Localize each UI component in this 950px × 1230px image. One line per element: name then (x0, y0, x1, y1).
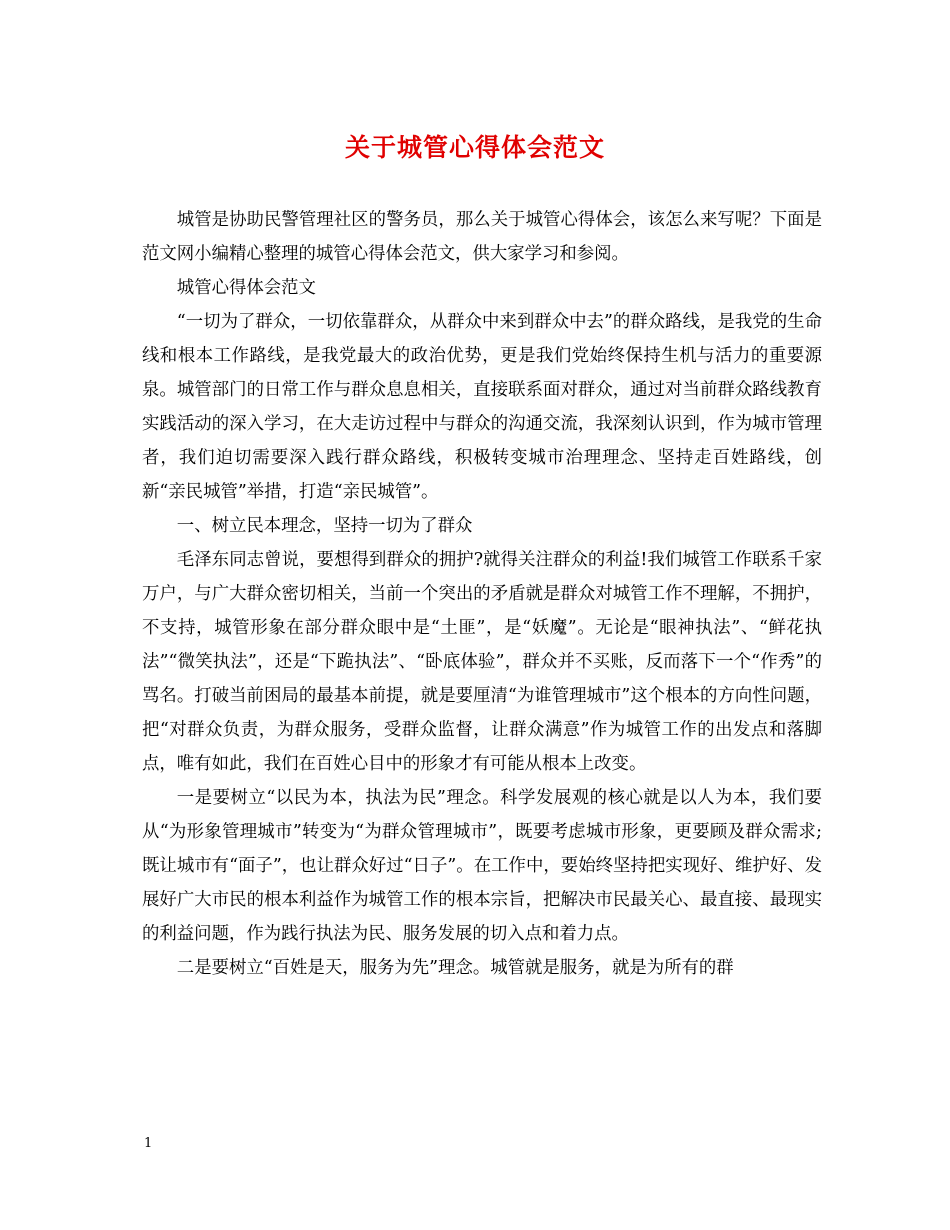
paragraph-point-one: 一是要树立“以民为本，执法为民”理念。科学发展观的核心就是以人为本，我们要从“为形象管理城市”转变为“为群众管理城市”，既要考虑城市形象，更要顾及群众需求;既让城市有“面子”，也让群众好过“日子”。在工作中，要始终坚持把实现好、维护好、发展好广大市民的根本利益作为城管工作的根本宗旨，把解决市民最关心、最直接、最现实的利益问题，作为践行执法为民、服务发展的切入点和着力点。 (142, 788, 822, 944)
paragraph-intro: 城管是协助民警管理社区的警务员，那么关于城管心得体会，该怎么来写呢？下面是范文网小编精心整理的城管心得体会范文，供大家学习和参阅。 (142, 210, 822, 264)
paragraph-mao-quote: 毛泽东同志曾说，要想得到群众的拥护?就得关注群众的利益!我们城管工作联系千家万户，与广大群众密切相关，当前一个突出的矛盾就是群众对城管工作不理解，不拥护，不支持，城管形象在部分群众眼中是“土匪”，是“妖魔”。无论是“眼神执法”、“鲜花执法”“微笑执法”，还是“下跪执法”、“卧底体验”，群众并不买账，反而落下一个“作秀”的骂名。打破当前困局的最基本前提，就是要厘清“为谁管理城市”这个根本的方向性问题，把“对群众负责，为群众服务，受群众监督，让群众满意”作为城管工作的出发点和落脚点，唯有如此，我们在百姓心目中的形象才有可能从根本上改变。 (142, 550, 822, 774)
document-body (142, 203, 822, 985)
section-heading-1: 一、树立民本理念，坚持一切为了群众 (176, 516, 473, 536)
paragraph-subheading: 城管心得体会范文 (176, 278, 316, 298)
document-title: 关于城管心得体会范文 (344, 133, 605, 162)
page-number: 1 (144, 1136, 153, 1151)
paragraph-mass-line: “一切为了群众，一切依靠群众，从群众中来到群众中去”的群众路线，是我党的生命线和根本工作路线，是我党最大的政治优势，更是我们党始终保持生机与活力的重要源泉。城管部门的日常工作与群众息息相关，直接联系面对群众，通过对当前群众路线教育实践活动的深入学习，在大走访过程中与群众的沟通交流，我深刻认识到，作为城市管理者，我们迫切需要深入践行群众路线，积极转变城市治理理念、坚持走百姓路线，创新“亲民城管”举措，打造“亲民城管”。 (142, 312, 822, 502)
paragraph-point-two: 二是要树立“百姓是天，服务为先”理念。城管就是服务，就是为所有的群 (176, 958, 734, 978)
